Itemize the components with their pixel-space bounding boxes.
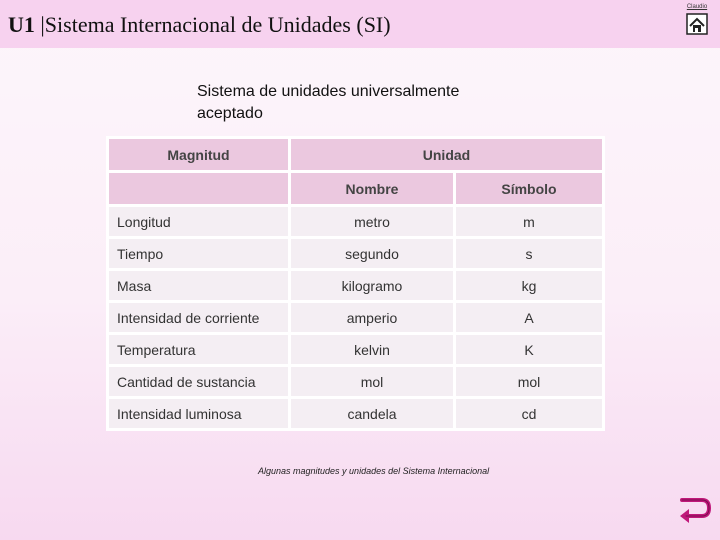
simbolo-cell: K [456,335,602,364]
nombre-cell: metro [291,207,453,236]
simbolo-cell: mol [456,367,602,396]
nombre-cell: kilogramo [291,271,453,300]
header-nombre: Nombre [291,173,453,204]
nombre-cell: kelvin [291,335,453,364]
simbolo-cell: s [456,239,602,268]
magnitud-cell: Masa [109,271,288,300]
header-simbolo: Símbolo [456,173,602,204]
magnitud-cell: Longitud [109,207,288,236]
nombre-cell: segundo [291,239,453,268]
header-empty [109,173,288,204]
table-row [109,207,602,236]
table-row [109,239,602,268]
nombre-cell: candela [291,399,453,428]
magnitud-cell: Temperatura [109,335,288,364]
simbolo-cell: m [456,207,602,236]
header-magnitud: Magnitud [109,139,288,170]
table-row [109,303,602,332]
nombre-cell: amperio [291,303,453,332]
page-title [8,12,391,38]
table-subheader-row [109,173,602,204]
title-text: |Sistema Internacional de Unidades (SI) [34,12,391,37]
simbolo-cell: kg [456,271,602,300]
table-row [109,335,602,364]
home-logo-icon[interactable] [684,4,710,36]
table-row [109,367,602,396]
subtitle: Sistema de unidades universalmente aceptado [197,83,460,122]
simbolo-cell: A [456,303,602,332]
unit-label: U1 [8,12,35,37]
table-header-row [109,139,602,170]
simbolo-cell: cd [456,399,602,428]
table-row [109,399,602,428]
nombre-cell: mol [291,367,453,396]
magnitud-cell: Tiempo [109,239,288,268]
si-units-table [106,136,605,431]
logo-text: Claudio [686,4,708,10]
magnitud-cell: Cantidad de sustancia [109,367,288,396]
header-unidad: Unidad [291,139,602,170]
table-caption: Algunas magnitudes y unidades del Sistema Internacional [258,466,490,476]
return-arrow-icon[interactable] [676,492,712,526]
header-bar [0,0,720,48]
magnitud-cell: Intensidad luminosa [109,399,288,428]
magnitud-cell: Intensidad de corriente [109,303,288,332]
table-row [109,271,602,300]
